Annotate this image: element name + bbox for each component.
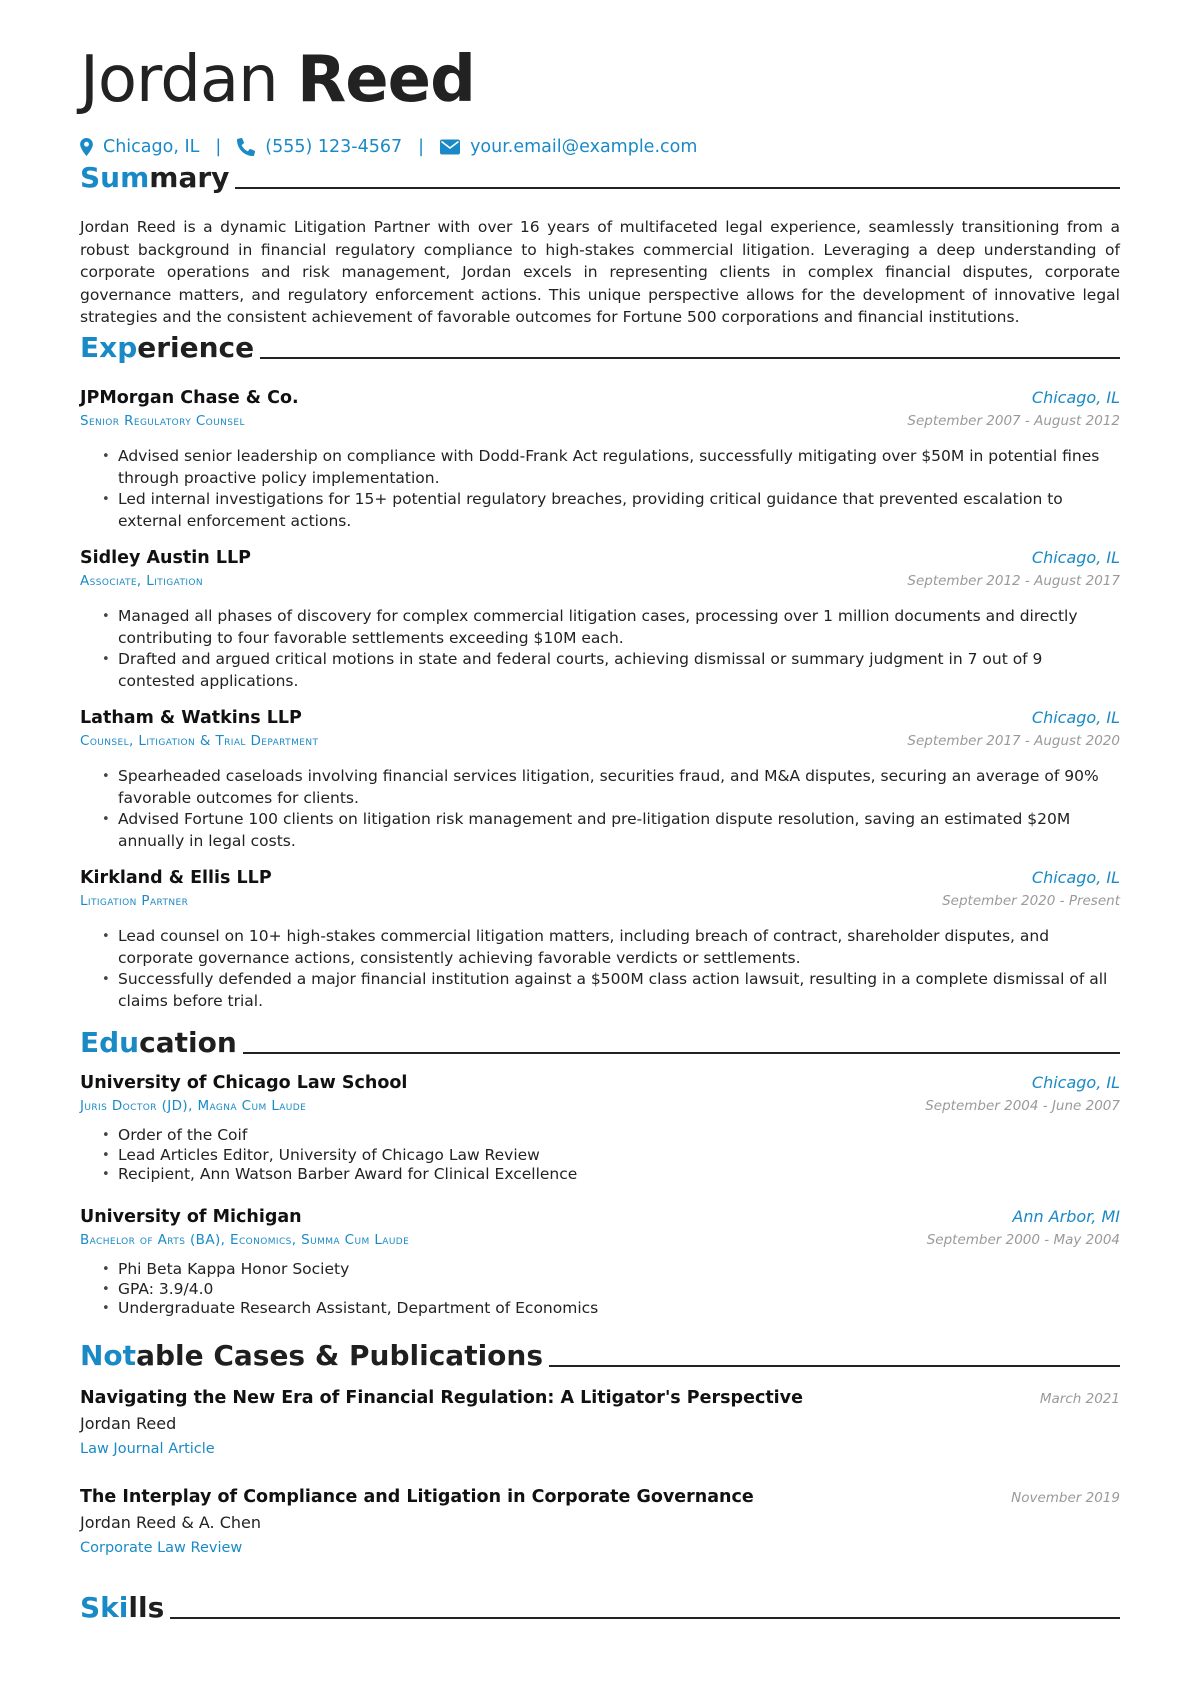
entry-dates: September 2020 - Present	[942, 893, 1120, 909]
section-rule	[260, 357, 1120, 359]
contact-separator: |	[215, 137, 222, 157]
bullet-item: • GPA: 3.9/4.0	[118, 1280, 1120, 1300]
bullet-list	[80, 446, 1120, 532]
section-rule	[549, 1365, 1120, 1367]
contact-location	[80, 137, 199, 157]
first-name: Jordan	[80, 43, 278, 117]
candidate-name	[80, 40, 475, 120]
entry-location: Chicago, IL	[1031, 868, 1120, 887]
entry-dates: September 2004 - June 2007	[925, 1098, 1120, 1114]
bullet-list	[80, 1260, 1120, 1319]
publication-authors: Jordan Reed	[80, 1414, 177, 1433]
publication-authors: Jordan Reed & A. Chen	[80, 1513, 262, 1532]
location-text: Chicago, IL	[103, 137, 200, 157]
phone-text[interactable]: (555) 123-4567	[265, 137, 403, 157]
bullet-item: • Lead Articles Editor, University of Chicago Law Review	[118, 1146, 1120, 1166]
school-name: University of Chicago Law School	[80, 1073, 408, 1093]
employer-name: Sidley Austin LLP	[80, 548, 251, 568]
publication-title: Navigating the New Era of Financial Regulation: A Litigator's Perspective	[80, 1388, 803, 1408]
section-title-publications: Notable Cases & Publications	[80, 1339, 544, 1372]
bullet-item: • Phi Beta Kappa Honor Society	[118, 1260, 1120, 1280]
envelope-icon	[440, 139, 460, 155]
publication-venue: Corporate Law Review	[80, 1540, 243, 1556]
bullet-list	[80, 1126, 1120, 1185]
entry-location: Chicago, IL	[1031, 548, 1120, 567]
education-entry	[80, 1071, 1120, 1185]
bullet-item: • Lead counsel on 10+ high-stakes commercial litigation matters, including breach of contract, shareholder disputes, and corporate governance actions, consistently achieving favorable verdicts or settlements.	[118, 926, 1120, 969]
section-education-header	[80, 1020, 1120, 1060]
employer-name: JPMorgan Chase & Co.	[80, 388, 299, 408]
experience-entry	[80, 546, 1120, 692]
bullet-item: • Drafted and argued critical motions in state and federal courts, achieving dismissal or summary judgment in 7 out of 9 contested applications.	[118, 649, 1120, 692]
section-title-experience: Experience	[80, 331, 255, 364]
last-name: Reed	[296, 43, 475, 117]
publication-entry	[80, 1485, 1120, 1559]
bullet-item: • Undergraduate Research Assistant, Department of Economics	[118, 1299, 1120, 1319]
education-entry	[80, 1205, 1120, 1319]
entry-dates: September 2017 - August 2020	[907, 733, 1120, 749]
bullet-item: • Order of the Coif	[118, 1126, 1120, 1146]
job-title: Senior Regulatory Counsel	[80, 413, 245, 429]
entry-location: Chicago, IL	[1031, 708, 1120, 727]
publication-venue: Law Journal Article	[80, 1441, 215, 1457]
phone-icon	[237, 138, 255, 156]
bullet-item: • Advised Fortune 100 clients on litigation risk management and pre-litigation dispute resolution, saving an estimated $20M annually in legal costs.	[118, 809, 1120, 852]
experience-entry	[80, 866, 1120, 1012]
job-title: Counsel, Litigation & Trial Department	[80, 733, 319, 749]
publication-date: November 2019	[1011, 1490, 1120, 1506]
entry-dates: September 2000 - May 2004	[926, 1232, 1120, 1248]
contact-separator: |	[418, 137, 425, 157]
section-skills-header	[80, 1585, 1120, 1625]
publication-entry	[80, 1386, 1120, 1460]
bullet-item: • Recipient, Ann Watson Barber Award for Clinical Excellence	[118, 1165, 1120, 1185]
email-link[interactable]: your.email@example.com	[470, 137, 698, 157]
degree: Bachelor of Arts (BA), Economics, Summa Cum Laude	[80, 1232, 410, 1248]
entry-dates: September 2012 - August 2017	[907, 573, 1120, 589]
section-title-skills: Skills	[80, 1591, 165, 1624]
bullet-list	[80, 606, 1120, 692]
section-title-education: Education	[80, 1026, 237, 1059]
experience-entry	[80, 706, 1120, 852]
bullet-list	[80, 926, 1120, 1012]
section-summary-header	[80, 155, 1120, 195]
bullet-item: • Advised senior leadership on compliance with Dodd-Frank Act regulations, successfully mitigating over $50M in potential fines through proactive policy implementation.	[118, 446, 1120, 489]
section-publications-header	[80, 1333, 1120, 1373]
section-experience-header	[80, 325, 1120, 365]
bullet-item: • Successfully defended a major financial institution against a $500M class action lawsuit, resulting in a complete dismissal of all claims before trial.	[118, 969, 1120, 1012]
entry-location: Chicago, IL	[1031, 1073, 1120, 1092]
map-marker-icon	[80, 138, 93, 156]
section-rule	[170, 1617, 1120, 1619]
contact-phone[interactable]	[237, 137, 402, 157]
bullet-list	[80, 766, 1120, 852]
experience-entry	[80, 386, 1120, 532]
publication-title: The Interplay of Compliance and Litigation in Corporate Governance	[80, 1487, 754, 1507]
contact-email[interactable]	[440, 137, 697, 157]
section-title-summary: Summary	[80, 161, 230, 194]
entry-location: Chicago, IL	[1031, 388, 1120, 407]
section-rule	[243, 1052, 1120, 1054]
employer-name: Kirkland & Ellis LLP	[80, 868, 272, 888]
publication-date: March 2021	[1039, 1391, 1120, 1407]
job-title: Associate, Litigation	[80, 573, 204, 589]
bullet-item: • Managed all phases of discovery for complex commercial litigation cases, processing over 1 million documents and directly contributing to four favorable settlements exceeding $10M each.	[118, 606, 1120, 649]
section-rule	[235, 187, 1120, 189]
bullet-item: • Led internal investigations for 15+ potential regulatory breaches, providing critical guidance that prevented escalation to external enforcement actions.	[118, 489, 1120, 532]
entry-location: Ann Arbor, MI	[1012, 1207, 1120, 1226]
job-title: Litigation Partner	[80, 893, 189, 909]
entry-dates: September 2007 - August 2012	[907, 413, 1120, 429]
school-name: University of Michigan	[80, 1207, 302, 1227]
summary-text: Jordan Reed is a dynamic Litigation Partner with over 16 years of multifaceted legal experience, seamlessly transitioning from a robust background in financial regulatory compliance to high-stakes commercial litigation. Leveraging a deep understanding of corporate operations and risk management, Jordan excels in representing clients in complex financial disputes, corporate governance matters, and regulatory enforcement actions. This unique perspective allows for the development of innovative legal strategies and the consistent achievement of favorable outcomes for Fortune 500 corporations and financial institutions.	[80, 218, 1120, 327]
employer-name: Latham & Watkins LLP	[80, 708, 302, 728]
degree: Juris Doctor (JD), Magna Cum Laude	[80, 1098, 307, 1114]
bullet-item: • Spearheaded caseloads involving financial services litigation, securities fraud, and M&A disputes, securing an average of 90% favorable outcomes for clients.	[118, 766, 1120, 809]
